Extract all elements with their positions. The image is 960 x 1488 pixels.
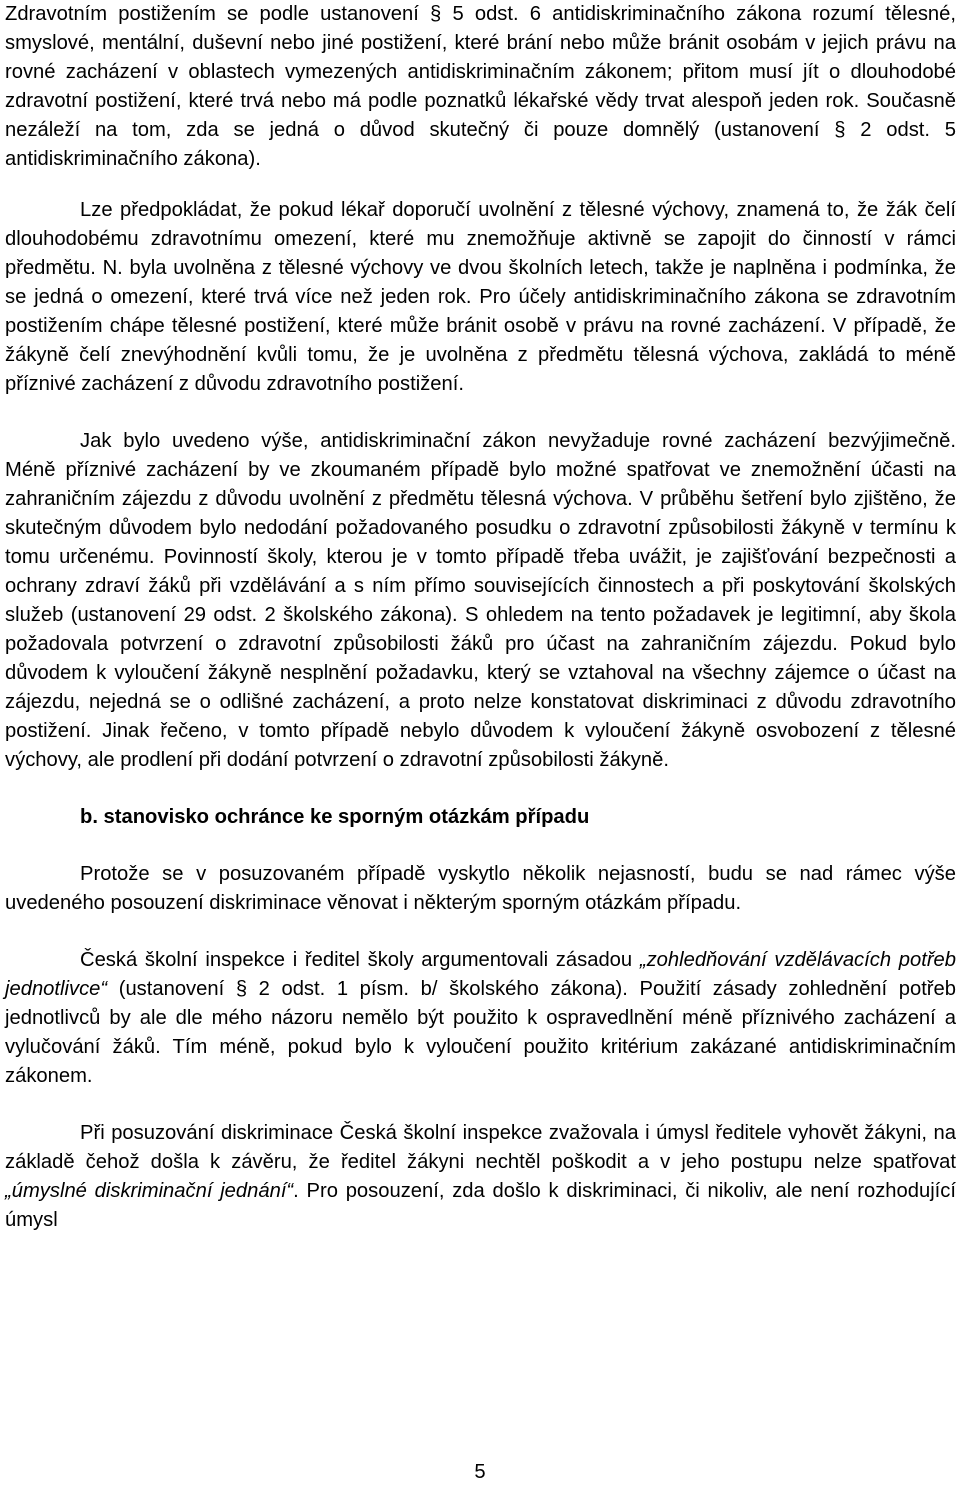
text-run: Při posuzování diskriminace Česká školní inspekce zvažovala i úmysl ředitele vyhovět žákyni, na základě čehož došla k závěru, že ředitel žákyni nechtěl poškodit a v jeho postupu nelze spatřovat — [5, 1122, 956, 1173]
paragraph-individual-needs — [5, 946, 956, 1091]
page-number: 5 — [474, 1461, 486, 1483]
text-run: . Pro posouzení, zda došlo k diskriminaci, či nikoliv, ale není rozhodující úmysl — [5, 1180, 956, 1231]
paragraph-intent — [5, 1119, 956, 1235]
text-run: Lze předpokládat, že pokud lékař doporučí uvolnění z tělesné výchovy, znamená to, že žák čelí dlouhodobému zdravotnímu omezení, které mu znemožňuje aktivně se zapojit do činností v rámci předmětu. N. byla uvolněna z tělesné výchovy ve dvou školních letech, takže je naplněna i podmínka, že se jedná o omezení, které trvá více než jeden rok. Pro účely antidiskriminačního zákona se zdravotním postižením chápe tělesné postižení, které může bránit osobě v právu na rovné zacházení. V případě, že žákyně čelí znevýhodnění kvůli tomu, že je uvolněna z předmětu tělesná výchova, zakládá to méně příznivé zacházení z důvodu zdravotního postižení. — [5, 199, 956, 395]
section-heading: b. stanovisko ochránce ke sporným otázkám případu — [80, 806, 590, 828]
italic-quote: „úmyslné diskriminační jednání“ — [5, 1180, 294, 1202]
paragraph-open-questions — [5, 860, 956, 918]
text-run: Jak bylo uvedeno výše, antidiskriminační zákon nevyžaduje rovné zacházení bezvýjimečně. Méně příznivé zacházení by ve zkoumaném případě bylo možné spatřovat ve znemožnění účasti na zahraničním zájezdu z důvodu uvolnění z předmětu tělesná výchova. V průběhu šetření bylo zjištěno, že skutečným důvodem bylo nedodání požadovaného posudku o zdravotní způsobilosti žákyně v termínu k tomu určenému. Povinností školy, kterou je v tomto případě třeba uvážit, je zajišťování bezpečnosti a ochrany zdraví žáků při vzdělávání a s ním přímo souvisejících činnostech a při poskytování školských služeb (ustanovení 29 odst. 2 školského zákona). S ohledem na tento požadavek je legitimní, aby škola požadovala potvrzení o zdravotní způsobilosti žáků pro účast na zahraničním zájezdu. Pokud bylo důvodem k vyloučení žákyně nesplnění požadavku, který se vztahoval na všechny zájemce o účast na zájezdu, nejedná se o odlišné zacházení, a proto nelze konstatovat diskriminaci z důvodu zdravotního postižení. Jinak řečeno, v tomto případě nebylo důvodem k vyloučení žákyně osvobození z tělesné výchovy, ale prodlení při dodání potvrzení o zdravotní způsobilosti žákyně. — [5, 430, 956, 771]
paragraph-unequal-treatment — [5, 427, 956, 775]
paragraph-exemption-analysis — [5, 196, 956, 399]
text-run: (ustanovení § 2 odst. 1 písm. b/ školského zákona). Použití zásady zohlednění potřeb jednotlivců by ale dle mého názoru nemělo být použito k ospravedlnění méně příznivého zacházení a vylučování žáků. Tím méně, pokud bylo k vyloučení použito kritérium zakázané antidiskriminačním zákonem. — [5, 978, 956, 1087]
text-run: Česká školní inspekce i ředitel školy argumentovali zásadou — [80, 949, 640, 971]
paragraph-disability-definition — [5, 0, 956, 174]
italic-quote: „zohledňování vzdělávacích potřeb jednotlivce“ — [5, 949, 957, 1000]
document-page — [5, 0, 956, 1235]
text-run: Zdravotním postižením se podle ustanovení § 5 odst. 6 antidiskriminačního zákona rozumí tělesné, smyslové, mentální, duševní nebo jiné postižení, které brání nebo může bránit osobám v jejich právu na rovné zacházení v oblastech vymezených antidiskriminačním zákonem; přitom musí jít o dlouhodobé zdravotní postižení, které trvá nebo má podle poznatků lékařské vědy trvat alespoň jeden rok. Současně nezáleží na tom, zda se jedná o důvod skutečný či pouze domnělý (ustanovení § 2 odst. 5 antidiskriminačního zákona). — [5, 3, 956, 170]
text-run: Protože se v posuzovaném případě vyskytlo několik nejasností, budu se nad rámec výše uvedeného posouzení diskriminace věnovat i některým sporným otázkám případu. — [5, 863, 956, 914]
